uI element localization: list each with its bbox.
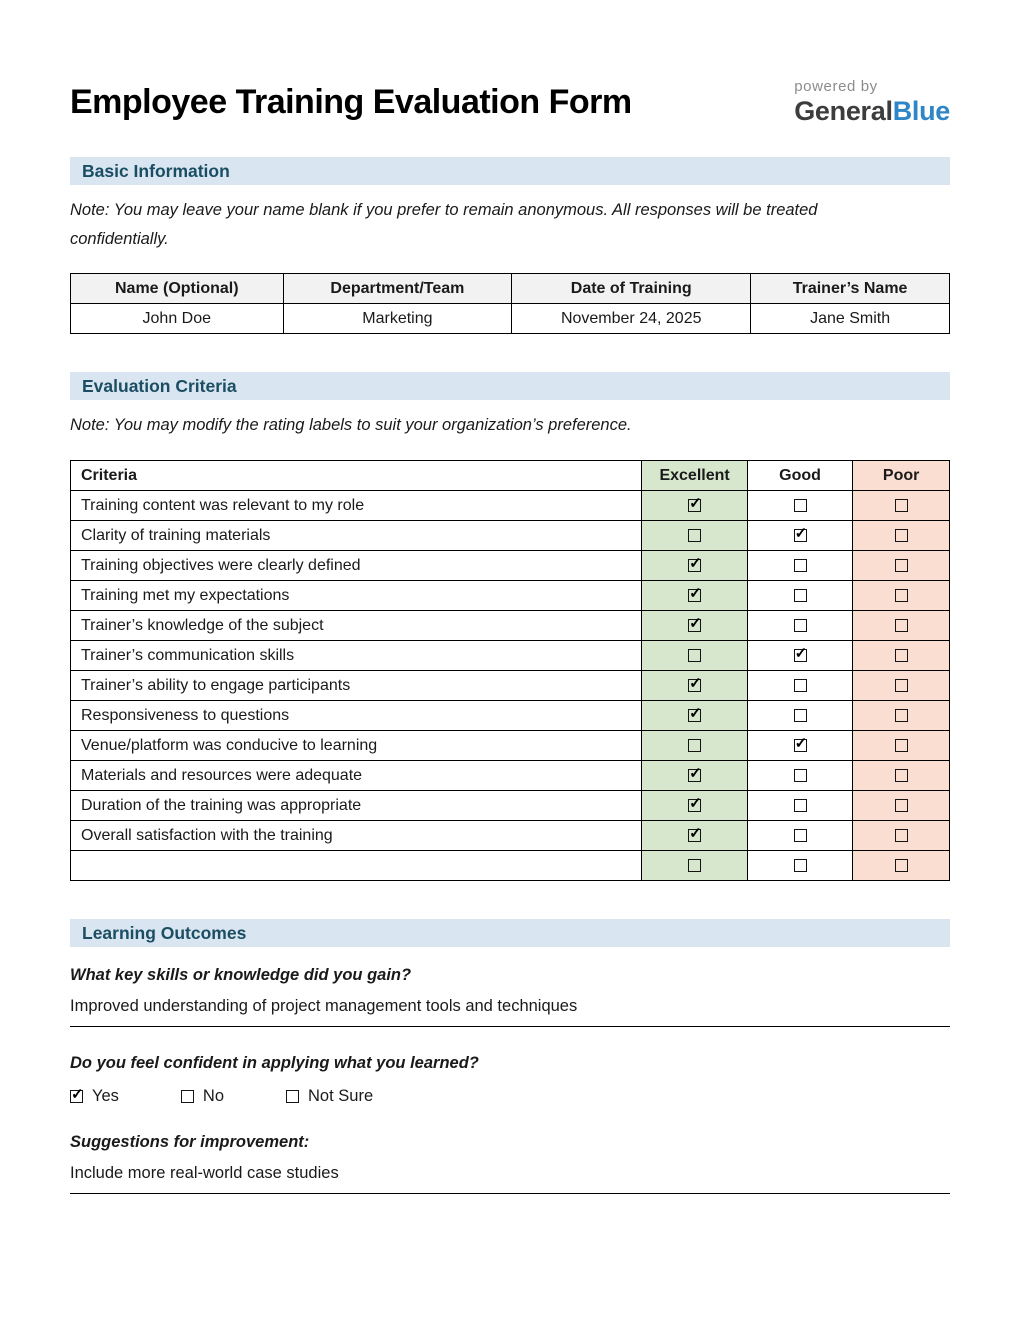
rating-cell-poor[interactable] (853, 551, 950, 581)
rating-cell-poor[interactable] (853, 611, 950, 641)
rating-cell-good[interactable] (747, 611, 852, 641)
checkbox-excellent-icon[interactable] (688, 559, 701, 572)
checkbox-excellent-icon[interactable] (688, 619, 701, 632)
rating-cell-excellent[interactable] (642, 641, 747, 671)
criteria-table-body (71, 491, 950, 881)
checkbox-poor-icon[interactable] (895, 709, 908, 722)
rating-cell-good[interactable] (747, 521, 852, 551)
rating-cell-excellent[interactable] (642, 551, 747, 581)
checkbox-not-sure-icon[interactable] (286, 1090, 299, 1103)
checkbox-good-icon[interactable] (794, 529, 807, 542)
criteria-table-row (71, 641, 950, 671)
checkbox-excellent-icon[interactable] (688, 589, 701, 602)
criteria-label: Training content was relevant to my role (71, 491, 642, 521)
option-no[interactable] (181, 1087, 224, 1106)
basic-table-header-row (71, 274, 950, 304)
checkbox-poor-icon[interactable] (895, 529, 908, 542)
answer-skills-gained[interactable]: Improved understanding of project management tools and techniques (70, 995, 950, 1027)
rating-cell-poor[interactable] (853, 761, 950, 791)
criteria-label: Trainer’s communication skills (71, 641, 642, 671)
checkbox-excellent-icon[interactable] (688, 739, 701, 752)
page-title: Employee Training Evaluation Form (70, 83, 632, 121)
col-header-name: Name (Optional) (71, 274, 284, 304)
section-header-basic-information: Basic Information (70, 157, 950, 185)
section-header-learning-outcomes: Learning Outcomes (70, 919, 950, 947)
rating-cell-excellent[interactable] (642, 491, 747, 521)
col-header-poor: Poor (853, 461, 950, 491)
checkbox-excellent-icon[interactable] (688, 769, 701, 782)
brand-blue: Blue (892, 96, 950, 126)
checkbox-good-icon[interactable] (794, 559, 807, 572)
generalblue-logo (794, 78, 950, 127)
criteria-table-row (71, 491, 950, 521)
checkbox-poor-icon[interactable] (895, 739, 908, 752)
answer-suggestions[interactable]: Include more real-world case studies (70, 1162, 950, 1194)
checkbox-good-icon[interactable] (794, 739, 807, 752)
checkbox-excellent-icon[interactable] (688, 529, 701, 542)
rating-cell-poor[interactable] (853, 791, 950, 821)
rating-cell-excellent[interactable] (642, 521, 747, 551)
question-suggestions: Suggestions for improvement: (70, 1133, 310, 1152)
question-confidence: Do you feel confident in applying what you learned? (70, 1054, 479, 1073)
rating-cell-poor[interactable] (853, 701, 950, 731)
checkbox-excellent-icon[interactable] (688, 709, 701, 722)
brand-general: General (794, 96, 893, 126)
col-header-good: Good (747, 461, 852, 491)
criteria-label: Clarity of training materials (71, 521, 642, 551)
criteria-table-row (71, 851, 950, 881)
checkbox-poor-icon[interactable] (895, 559, 908, 572)
criteria-table-row (71, 671, 950, 701)
basic-information-note: Note: You may leave your name blank if you prefer to remain anonymous. All responses will be treated confidentially. (70, 201, 818, 249)
checkbox-poor-icon[interactable] (895, 769, 908, 782)
checkbox-poor-icon[interactable] (895, 859, 908, 872)
checkbox-good-icon[interactable] (794, 649, 807, 662)
rating-cell-excellent[interactable] (642, 581, 747, 611)
checkbox-no-icon[interactable] (181, 1090, 194, 1103)
basic-information-table (70, 273, 950, 334)
rating-cell-good[interactable] (747, 551, 852, 581)
rating-cell-excellent[interactable] (642, 671, 747, 701)
rating-cell-good[interactable] (747, 671, 852, 701)
criteria-label: Responsiveness to questions (71, 701, 642, 731)
trainer-name-field[interactable]: Jane Smith (751, 304, 950, 334)
option-not-sure-label: Not Sure (308, 1087, 374, 1106)
col-header-criteria: Criteria (71, 461, 642, 491)
rating-cell-excellent[interactable] (642, 611, 747, 641)
checkbox-good-icon[interactable] (794, 769, 807, 782)
criteria-label: Trainer’s knowledge of the subject (71, 611, 642, 641)
evaluation-criteria-note: Note: You may modify the rating labels to suit your organization’s preference. (70, 416, 632, 435)
powered-by-text: powered by (794, 78, 878, 95)
brand-wordmark (794, 96, 950, 127)
checkbox-good-icon[interactable] (794, 619, 807, 632)
rating-cell-good[interactable] (747, 641, 852, 671)
col-header-department: Department/Team (283, 274, 512, 304)
criteria-label: Trainer’s ability to engage participants (71, 671, 642, 701)
department-field[interactable]: Marketing (283, 304, 512, 334)
rating-cell-good[interactable] (747, 491, 852, 521)
rating-cell-poor[interactable] (853, 851, 950, 881)
rating-cell-excellent[interactable] (642, 761, 747, 791)
col-header-excellent: Excellent (642, 461, 747, 491)
checkbox-poor-icon[interactable] (895, 679, 908, 692)
criteria-label: Duration of the training was appropriate (71, 791, 642, 821)
col-header-trainer: Trainer’s Name (751, 274, 950, 304)
rating-cell-excellent[interactable] (642, 821, 747, 851)
checkbox-excellent-icon[interactable] (688, 679, 701, 692)
checkbox-poor-icon[interactable] (895, 589, 908, 602)
option-not-sure[interactable] (286, 1087, 373, 1106)
rating-cell-poor[interactable] (853, 641, 950, 671)
criteria-table-row (71, 791, 950, 821)
criteria-table-row (71, 551, 950, 581)
criteria-table-row (71, 761, 950, 791)
criteria-table-row (71, 581, 950, 611)
rating-cell-excellent[interactable] (642, 851, 747, 881)
rating-cell-excellent[interactable] (642, 731, 747, 761)
criteria-table-row (71, 821, 950, 851)
checkbox-excellent-icon[interactable] (688, 829, 701, 842)
criteria-table-row (71, 731, 950, 761)
checkbox-good-icon[interactable] (794, 799, 807, 812)
checkbox-good-icon[interactable] (794, 499, 807, 512)
question-skills-gained: What key skills or knowledge did you gain? (70, 966, 412, 985)
rating-cell-excellent[interactable] (642, 791, 747, 821)
checkbox-poor-icon[interactable] (895, 499, 908, 512)
rating-cell-poor[interactable] (853, 581, 950, 611)
rating-cell-poor[interactable] (853, 821, 950, 851)
evaluation-criteria-table (70, 460, 950, 881)
rating-cell-poor[interactable] (853, 671, 950, 701)
checkbox-good-icon[interactable] (794, 709, 807, 722)
rating-cell-excellent[interactable] (642, 701, 747, 731)
document-header (70, 78, 950, 127)
checkbox-excellent-icon[interactable] (688, 499, 701, 512)
criteria-table-row (71, 611, 950, 641)
criteria-label: Materials and resources were adequate (71, 761, 642, 791)
option-yes[interactable] (70, 1087, 119, 1106)
checkbox-poor-icon[interactable] (895, 829, 908, 842)
criteria-label (71, 851, 642, 881)
rating-cell-good[interactable] (747, 791, 852, 821)
checkbox-good-icon[interactable] (794, 679, 807, 692)
rating-cell-poor[interactable] (853, 521, 950, 551)
checkbox-poor-icon[interactable] (895, 799, 908, 812)
criteria-label: Training objectives were clearly defined (71, 551, 642, 581)
checkbox-excellent-icon[interactable] (688, 799, 701, 812)
criteria-label: Venue/platform was conducive to learning (71, 731, 642, 761)
criteria-table-row (71, 701, 950, 731)
rating-cell-good[interactable] (747, 761, 852, 791)
rating-cell-good[interactable] (747, 581, 852, 611)
criteria-label: Overall satisfaction with the training (71, 821, 642, 851)
checkbox-yes-icon[interactable] (70, 1090, 83, 1103)
col-header-date: Date of Training (512, 274, 751, 304)
criteria-label: Training met my expectations (71, 581, 642, 611)
checkbox-good-icon[interactable] (794, 589, 807, 602)
checkbox-excellent-icon[interactable] (688, 859, 701, 872)
rating-cell-poor[interactable] (853, 491, 950, 521)
rating-cell-good[interactable] (747, 731, 852, 761)
basic-table-value-row (71, 304, 950, 334)
criteria-table-header-row (71, 461, 950, 491)
checkbox-good-icon[interactable] (794, 829, 807, 842)
checkbox-poor-icon[interactable] (895, 619, 908, 632)
rating-cell-good[interactable] (747, 821, 852, 851)
option-yes-label: Yes (92, 1087, 119, 1106)
rating-cell-poor[interactable] (853, 731, 950, 761)
name-field[interactable]: John Doe (71, 304, 284, 334)
section-header-evaluation-criteria: Evaluation Criteria (70, 372, 950, 400)
checkbox-poor-icon[interactable] (895, 649, 908, 662)
date-of-training-field[interactable]: November 24, 2025 (512, 304, 751, 334)
option-no-label: No (202, 1087, 225, 1106)
criteria-table-row (71, 521, 950, 551)
confidence-options (70, 1087, 950, 1106)
rating-cell-good[interactable] (747, 701, 852, 731)
checkbox-excellent-icon[interactable] (688, 649, 701, 662)
checkbox-good-icon[interactable] (794, 859, 807, 872)
rating-cell-good[interactable] (747, 851, 852, 881)
